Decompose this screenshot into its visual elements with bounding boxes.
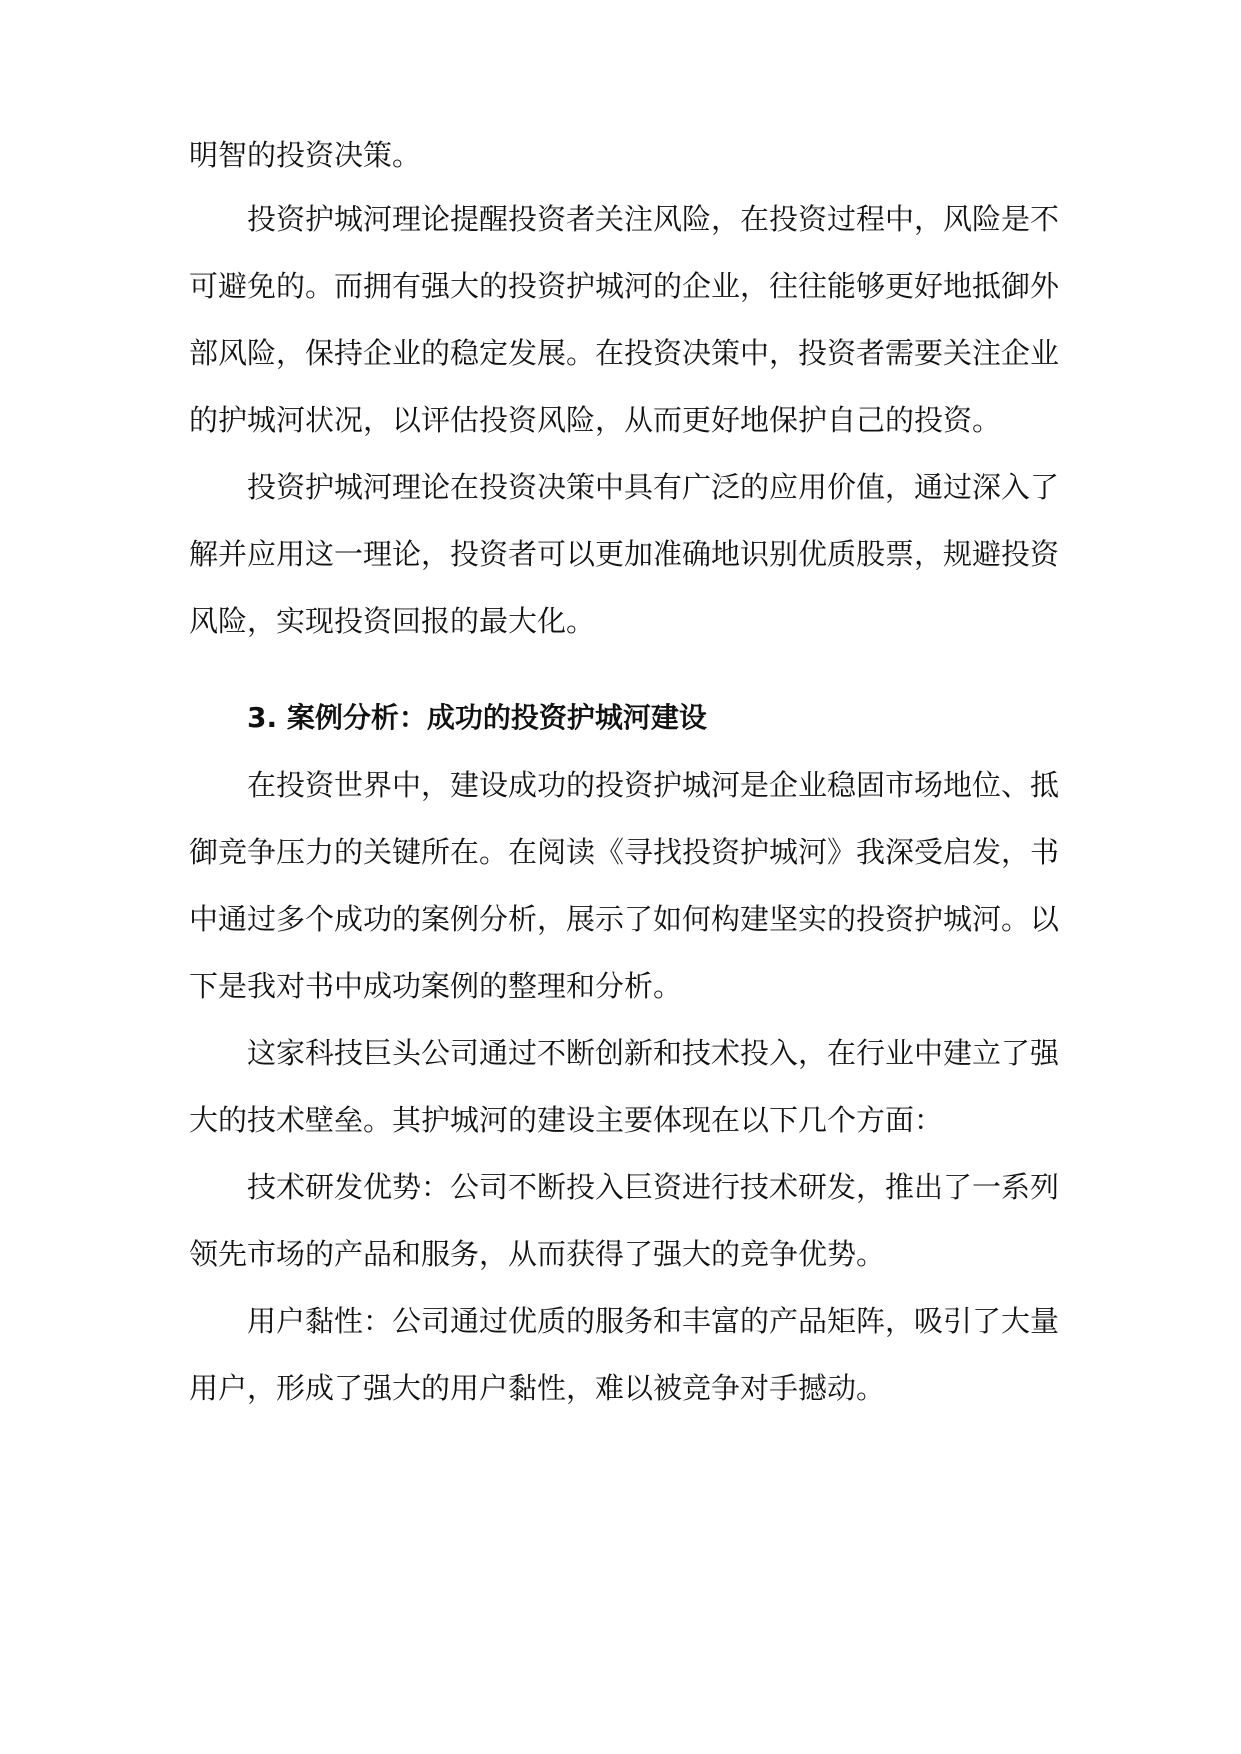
paragraph-line: 用户黏性：公司通过优质的服务和丰富的产品矩阵，吸引了大量 xyxy=(247,1304,1060,1338)
paragraph-line: 御竞争压力的关键所在。在阅读《寻找投资护城河》我深受启发，书 xyxy=(189,835,1060,869)
paragraph-line: 解并应用这一理论，投资者可以更加准确地识别优质股票，规避投资 xyxy=(189,537,1060,571)
paragraph-line: 的护城河状况，以评估投资风险，从而更好地保护自己的投资。 xyxy=(189,403,1002,437)
paragraph-line: 部风险，保持企业的稳定发展。在投资决策中，投资者需要关注企业 xyxy=(189,336,1060,370)
section-heading: 3. 案例分析：成功的投资护城河建设 xyxy=(247,701,707,734)
paragraph-line: 用户，形成了强大的用户黏性，难以被竞争对手撼动。 xyxy=(189,1371,886,1405)
paragraph-line: 领先市场的产品和服务，从而获得了强大的竞争优势。 xyxy=(189,1237,886,1271)
paragraph-line: 下是我对书中成功案例的整理和分析。 xyxy=(189,969,683,1003)
paragraph-line: 投资护城河理论在投资决策中具有广泛的应用价值，通过深入了 xyxy=(247,470,1060,504)
paragraph-line: 投资护城河理论提醒投资者关注风险，在投资过程中，风险是不 xyxy=(247,202,1060,236)
paragraph-line: 明智的投资决策。 xyxy=(189,138,422,172)
paragraph-line: 可避免的。而拥有强大的投资护城河的企业，往往能够更好地抵御外 xyxy=(189,269,1060,303)
paragraph-line: 中通过多个成功的案例分析，展示了如何构建坚实的投资护城河。以 xyxy=(189,902,1060,936)
paragraph-line: 这家科技巨头公司通过不断创新和技术投入，在行业中建立了强 xyxy=(247,1036,1060,1070)
paragraph-line: 大的技术壁垒。其护城河的建设主要体现在以下几个方面： xyxy=(189,1103,944,1137)
paragraph-line: 技术研发优势：公司不断投入巨资进行技术研发，推出了一系列 xyxy=(247,1170,1060,1204)
paragraph-line: 风险，实现投资回报的最大化。 xyxy=(189,604,596,638)
paragraph-line: 在投资世界中，建设成功的投资护城河是企业稳固市场地位、抵 xyxy=(247,768,1060,802)
